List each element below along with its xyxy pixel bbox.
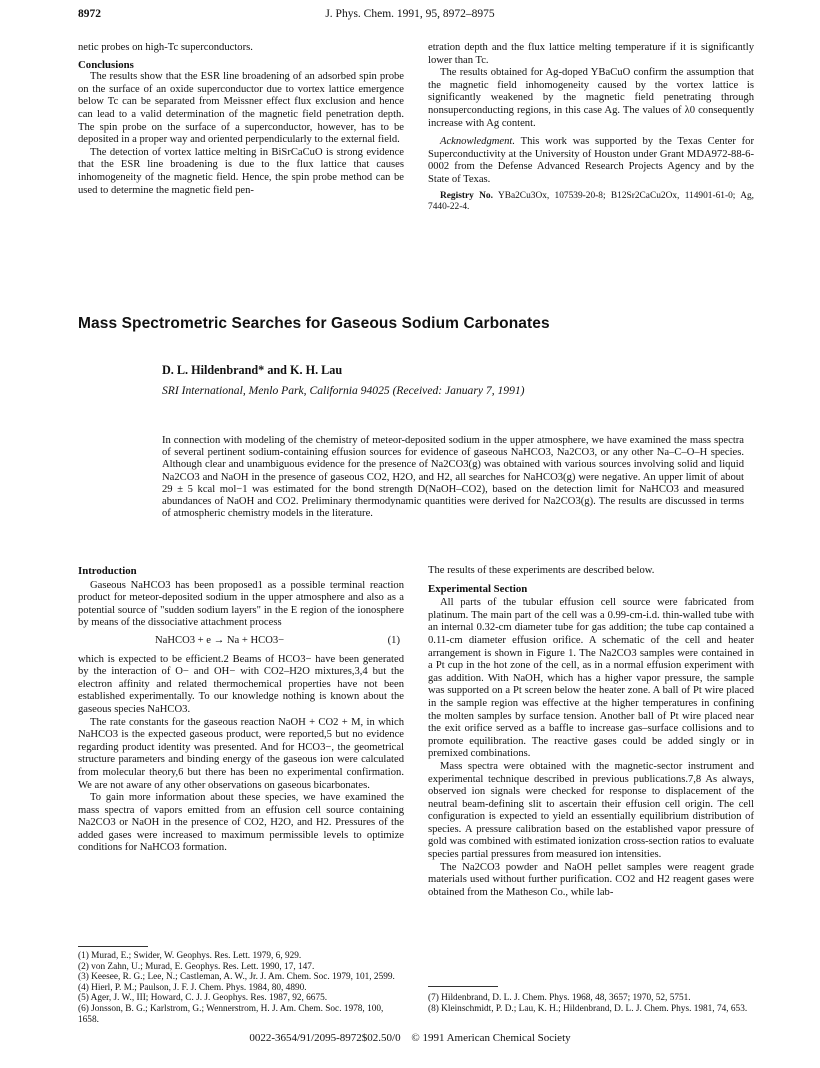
right-p0: The results of these experiments are described below.: [428, 565, 655, 576]
page-footer: [0, 1032, 820, 1045]
footer-copyright: © 1991 American Chemical Society: [411, 1032, 571, 1044]
article-title: Mass Spectrometric Searches for Gaseous Sodium Carbonates: [78, 315, 550, 332]
footnote-2: (2) von Zahn, U.; Murad, E. Geophys. Res. Lett. 1990, 17, 147.: [78, 961, 315, 972]
footnote-5: (5) Ager, J. W., III; Howard, C. J. J. Geophys. Res. 1987, 92, 6675.: [78, 993, 328, 1004]
footnote-rule-right: [428, 986, 498, 987]
equation-number: (1): [387, 634, 400, 646]
prev-right-p1: The results obtained for Ag-doped YBaCuO confirm the assumption that the magnetic field inhomogeneity caused by the vortex lattice is significantly weakened by the magnetic field penetrating through nonsuperconducting regions, in this case Ag. The values of λ0 consequently increase with Ag content.: [428, 67, 754, 129]
footnotes-left: [78, 951, 404, 1025]
article-affiliation: SRI International, Menlo Park, California 94025 (Received: January 7, 1991): [162, 384, 525, 397]
acknowledgment-paragraph: [428, 136, 754, 186]
footnote-7: (7) Hildenbrand, D. L. J. Chem. Phys. 1968, 48, 3657; 1970, 52, 5751.: [428, 993, 691, 1003]
prev-right-p0: etration depth and the flux lattice melting temperature if it is significantly lower than Tc.: [428, 42, 754, 66]
registry-text: YBa2Cu3Ox, 107539-20-8; B12Sr2CaCu2Ox, 114901-61-0; Ag, 7440-22-4.: [428, 190, 754, 213]
equation-text: NaHCO3 + e → Na + HCO3−: [155, 634, 285, 646]
prev-left-p1: The results show that the ESR line broadening of an adsorbed spin probe on the surface of an oxide superconductor due to vortex lattice emergence below Tc can be separated from Meissner effect flux exclusion and hence can lead to a valid determination of the magnetic field penetration depth. The spin probe on the surface of a superconductor, however, has to be deposited in a proper way and oriented perpendicularly to the external field.: [78, 71, 404, 146]
running-head: J. Phys. Chem. 1991, 95, 8972–8975: [325, 8, 495, 20]
footnote-6: (6) Jonsson, B. G.; Karlstrom, G.; Wennerstrom, H. J. Am. Chem. Soc. 1978, 100, 1658.: [78, 1003, 384, 1025]
registry-label: Registry No.: [440, 190, 493, 201]
experimental-heading: Experimental Section: [428, 582, 528, 595]
intro-p1: Gaseous NaHCO3 has been proposed1 as a possible terminal reaction product for meteor-deposited sodium in the upper atmosphere and also as a potential source of "sudden sodium layers" in the E region of the ionosphere by means of the dissociative attachment process: [78, 579, 404, 629]
intro-p2: which is expected to be efficient.2 Beams of HCO3− have been generated by the interaction of O− and OH− with CO2–H2O mixtures,3,4 but the electron affinity and related thermochemical properties have not been established experimentally. To our knowledge nothing is known about the gaseous species NaHCO3.: [78, 653, 404, 715]
intro-p4: To gain more information about these species, we have examined the mass spectra of vapors emitted from an effusion cell source containing Na2CO3 or NaOH in the presence of CO2, H2O, and H2. Pressures of the added gases were increased to maximum permissible levels to optimize conditions for NaHCO3 formation.: [78, 792, 404, 854]
prev-left-p2: The detection of vortex lattice melting in BiSrCaCuO is strong evidence that the ESR line broadening is due to the flux lattice that causes inhomogeneity of the magnetic field. Hence, the spin probe method can be used to determine the magnetic field pen-: [78, 146, 404, 196]
page-number: 8972: [78, 8, 101, 20]
conclusions-heading: Conclusions: [78, 58, 134, 71]
prev-article-right-column: [428, 42, 754, 214]
footnotes-right: [428, 993, 754, 1014]
introduction-heading: Introduction: [78, 565, 137, 577]
experimental-p1: All parts of the tubular effusion cell source were fabricated from platinum. The main part of the cell was a 0.99-cm-i.d. thin-walled tube with an internal 0.32-cm diameter tube for gas addition; the tube cap contained a 0.11-cm diameter effusion orifice. A schematic of the cell and heater arrangement is shown in Figure 1. The Na2CO3 samples were contained in a Pt cup in the hot zone of the cell, as in a normal effusion experiment with gas addition. With NaOH, which has a higher vapor pressure, the sample was supported on a Pt screen below the heater zone. A ball of Pt wire placed in the sample region was effective at the higher temperatures in confining the molten samples by surface tension. Another ball of Pt wire placed near the exit orifice served as a baffle to increase gas–surface collisions and to promote equilibration. The reactive gases could be added singly or in premixed combinations.: [428, 597, 754, 760]
intro-p3: The rate constants for the gaseous reaction NaOH + CO2 + M, in which NaHCO3 is the expected gaseous product, were reported,5 but no evidence regarding product identity was presented. And for HCO3−, the geometrical structure parameters and binding energy of the gaseous ion were calculated from molecular theory,6 but there has been no experimental confirmation. We are not aware of any other observations on gaseous bicarbonates.: [78, 716, 404, 791]
footnote-4: (4) Hierl, P. M.; Paulson, J. F. J. Chem. Phys. 1984, 80, 4890.: [78, 982, 307, 993]
footnote-1: (1) Murad, E.; Swider, W. Geophys. Res. Lett. 1979, 6, 929.: [78, 951, 302, 961]
experimental-column: [428, 565, 754, 899]
footnote-rule-left: [78, 946, 148, 947]
prev-article-left-column: [78, 42, 404, 197]
introduction-column: [78, 565, 404, 855]
experimental-p2: Mass spectra were obtained with the magnetic-sector instrument and experimental technique described in previous publications.7,8 As always, observed ion signals were checked for response to displacement of the neutral beam-defining slit to ascertain their effusion cell origin. The cell configuration is expected to yield an essentially equilibrium distribution of species. A pressure calibration based on the established vapor pressure of gold was combined with estimated ionization cross-section ratios to evaluate species partial pressures from measured ion intensities.: [428, 760, 754, 861]
acknowledgment-text: This work was supported by the Texas Center for Superconductivity at the University of Houston under Grant MDA972-88-6-0002 from the Defense Advanced Research Projects Agency and by the State of Texas.: [428, 136, 754, 185]
acknowledgment-label: Acknowledgment.: [440, 136, 516, 148]
article-authors: D. L. Hildenbrand* and K. H. Lau: [162, 363, 343, 377]
registry-paragraph: [428, 191, 754, 214]
equation-1: [78, 635, 404, 648]
footnote-8: (8) Kleinschmidt, P. D.; Lau, K. H.; Hildenbrand, D. L. J. Chem. Phys. 1981, 74, 653.: [428, 1003, 748, 1014]
experimental-p3: The Na2CO3 powder and NaOH pellet samples were reagent grade materials used without further purification. CO2 and H2 reagent gases were obtained from the Matheson Co., while lab-: [428, 861, 754, 898]
footer-code: 0022-3654/91/2095-8972$02.50/0: [249, 1032, 401, 1044]
footnote-3: (3) Keesee, R. G.; Lee, N.; Castleman, A. W., Jr. J. Am. Chem. Soc. 1979, 101, 2599.: [78, 972, 395, 983]
article-abstract: In connection with modeling of the chemistry of meteor-deposited sodium in the upper atmosphere, we have examined the mass spectra of several pertinent sodium-containing effusion sources for evidence of gaseous NaHCO3, Na2CO3, or any other Na–C–O–H species. Although clear and unambiguous evidence for the presence of Na2CO3(g) was obtained with various sources involving solid and liquid Na2CO3 and NaOH in the presence of gaseous CO2, H2O, and H2, all searches for NaHCO3(g) were negative. An upper limit of about 29 ± 5 kcal mol−1 was estimated for the bond strength D(NaOH–CO2), based on the detection limit for NaHCO3 and measured abundances of NaOH and CO2. Preliminary thermodynamic quantities were derived for Na2CO3(g). The results are discussed in terms of atmospheric chemistry models in the literature.: [162, 435, 744, 520]
prev-left-p0: netic probes on high-Tc superconductors.: [78, 42, 253, 53]
